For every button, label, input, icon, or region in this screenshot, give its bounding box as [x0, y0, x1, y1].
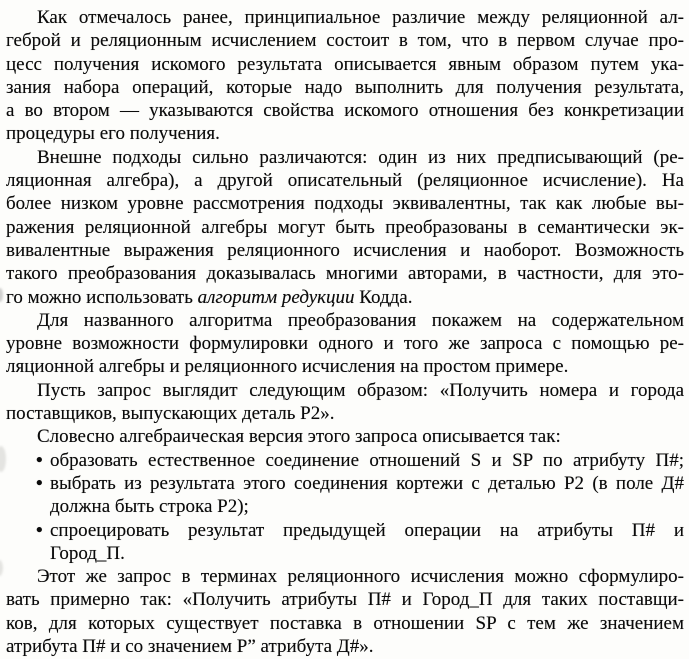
text-run: геброй и реляционным исчислением состоит в том, что в первом случае про-	[6, 30, 684, 52]
scan-artifact	[0, 560, 3, 576]
text-line	[6, 53, 684, 76]
text-run: ков, для которых существует поставка в отношении SP с тем же значением	[6, 612, 684, 634]
text-run: Для названного алгоритма преобразования покажем на содержательном	[37, 309, 684, 331]
text-line	[6, 216, 684, 239]
text-run: Внешне подходы сильно различаются: один из них предписывающий (ре-	[37, 146, 684, 168]
bullet-line	[6, 449, 684, 472]
text-run: ляционной алгебры и реляционного исчисления на простом примере.	[6, 356, 569, 378]
bullet-list	[6, 449, 684, 565]
text-run: выбрать из результата этого соединения кортежи с деталью P2 (в поле Д#	[50, 472, 684, 494]
text-line	[6, 169, 684, 192]
text-run: Словесно алгебраическая версия этого запроса описывается так:	[37, 426, 561, 448]
scan-artifact	[0, 288, 3, 302]
text-line	[6, 122, 684, 145]
text-line	[6, 425, 684, 448]
bullet-line	[6, 495, 684, 518]
text-run: ляционная алгебра), а другой описательный (реляционное исчисление). На	[6, 170, 684, 192]
text-run: Кодда.	[354, 286, 413, 308]
text-run: должна быть строка P2);	[50, 496, 249, 518]
paragraph	[6, 565, 684, 658]
text-run: спроецировать результат предыдущей операции на атрибуты П# и	[50, 519, 684, 541]
bullet-line	[6, 542, 684, 565]
text-run: цесс получения искомого результата описывается явным образом путем ука-	[6, 53, 684, 75]
bullet-icon: •	[36, 449, 43, 471]
text-line	[6, 239, 684, 262]
text-run: уровне возможности формулировки одного и того же запроса с помощью ре-	[6, 333, 684, 355]
text-run: вивалентные выражения реляционного исчисления и наоборот. Возможность	[6, 239, 684, 261]
text-line	[6, 286, 684, 309]
text-line	[6, 379, 684, 402]
text-line	[6, 565, 684, 588]
text-line	[6, 192, 684, 215]
text-line	[6, 262, 684, 285]
bullet-icon: •	[36, 472, 43, 494]
text-line	[6, 612, 684, 635]
text-run: образовать естественное соединение отношений S и SP по атрибуту П#;	[50, 449, 684, 471]
bullet-line	[6, 472, 684, 495]
text-run: Город_П.	[50, 542, 125, 564]
text-run: ражения реляционной алгебры могут быть преобразованы в семантически эк-	[6, 216, 684, 238]
text-line	[6, 355, 684, 378]
document-text	[6, 6, 684, 658]
text-line	[6, 635, 684, 658]
text-line	[6, 588, 684, 611]
text-line	[6, 6, 684, 29]
text-run: поставщиков, выпускающих деталь P2».	[6, 403, 335, 425]
paragraph	[6, 146, 684, 309]
text-run: вать примерно так: «Получить атрибуты П# и Город_П для таких поставщи-	[6, 589, 684, 611]
bullet-icon: •	[36, 519, 43, 541]
italic-text: алгоритм редукции	[197, 286, 355, 308]
bullet-line	[6, 519, 684, 542]
text-run: более низком уровне рассмотрения подходы эквивалентны, так как любые вы-	[6, 193, 684, 215]
text-line	[6, 99, 684, 122]
text-run: зания набора операций, которые надо выполнить для получения результата,	[6, 76, 684, 98]
text-run: Пусть запрос выглядит следующим образом: «Получить номера и города	[37, 379, 684, 401]
text-run: Этот же запрос в терминах реляционного исчисления можно сформулиро-	[37, 566, 684, 588]
text-line	[6, 29, 684, 52]
text-run: Как отмечалось ранее, принципиальное различие между реляционной ал-	[37, 7, 684, 28]
text-run: а во втором — указываются свойства искомого отношения без конкретизации	[6, 100, 684, 122]
text-line	[6, 402, 684, 425]
text-line	[6, 332, 684, 355]
paragraph	[6, 425, 684, 448]
paragraph	[6, 379, 684, 426]
paragraph	[6, 309, 684, 379]
text-line	[6, 76, 684, 99]
paragraph	[6, 6, 684, 146]
text-line	[6, 309, 684, 332]
text-run: процедуры его получения.	[6, 123, 220, 145]
text-run: го можно использовать	[6, 286, 198, 308]
text-run: атрибута П# и со значением P” атрибута Д#».	[6, 636, 374, 658]
text-line	[6, 146, 684, 169]
text-run: такого преобразования доказывалась многими авторами, в частности, для это-	[6, 263, 684, 285]
